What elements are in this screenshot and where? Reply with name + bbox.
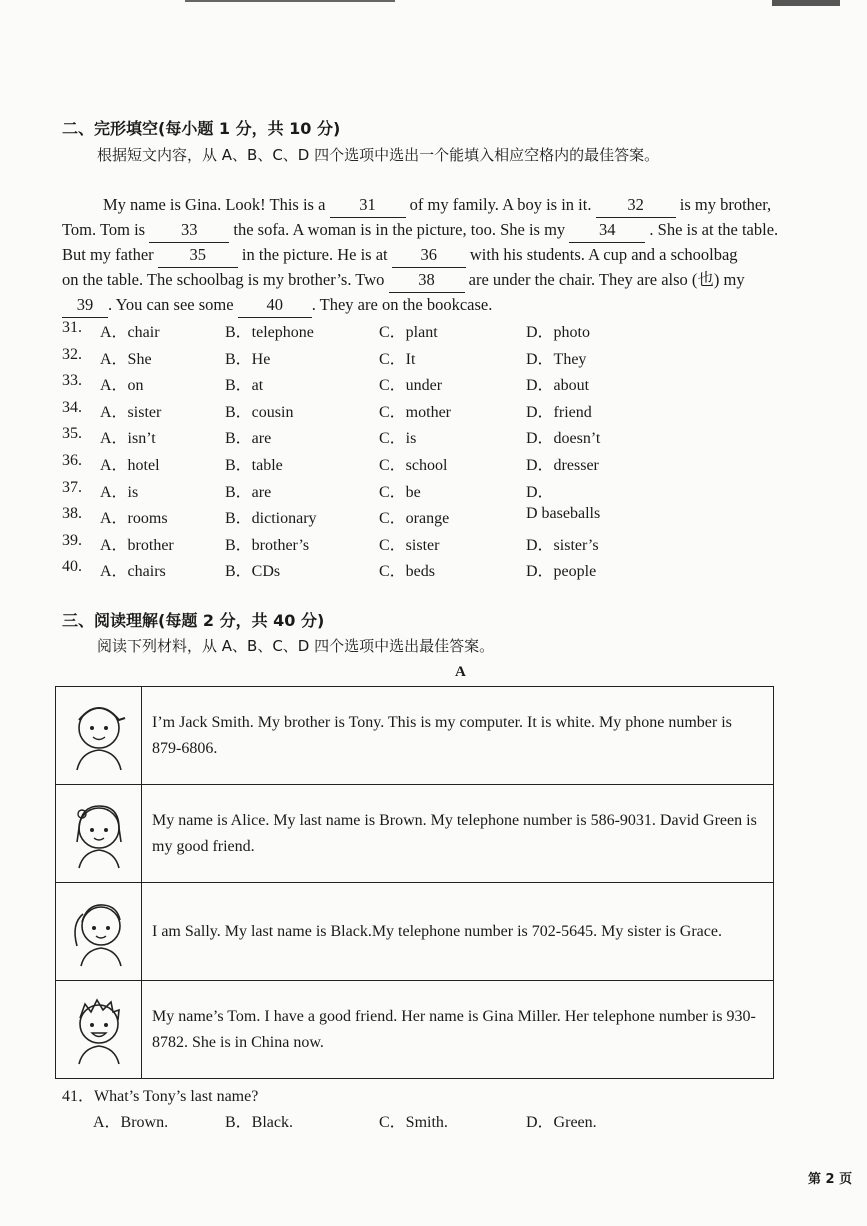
option-d: D．photo (526, 324, 591, 341)
question-number: 34. (62, 398, 82, 416)
option-a: A．on (100, 377, 144, 395)
option-a: A．hotel (100, 457, 160, 474)
blank-40: 40 (238, 292, 312, 318)
scan-artifact-corner (772, 0, 840, 6)
page-number: 第 2 页 (808, 1172, 853, 1187)
profile-text-alice: My name is Alice. My last name is Brown. My telephone number is 586-9031. David Green is my good friend. (142, 785, 774, 883)
section3-instruction: 阅读下列材料，从 A、B、C、D 四个选项中选出最佳答案。 (97, 637, 495, 655)
passage-line-3: But my father 35 in the picture. He is at 36 with his students. A cup and a schoolbag (62, 242, 738, 268)
passage-line-2: Tom. Tom is 33 the sofa. A woman is in the picture, too. She is my 34 . She is at the table. (62, 217, 778, 243)
blank-32: 32 (596, 192, 676, 218)
option-d: D．about (526, 377, 590, 395)
blank-38: 38 (389, 267, 465, 293)
option-b: B．He (225, 350, 271, 368)
blank-36: 36 (392, 242, 466, 268)
option-d: D．They (526, 350, 587, 368)
option-c: C．beds (379, 563, 436, 581)
option-b: B．at (225, 377, 264, 395)
option-a: A．rooms (100, 510, 168, 528)
blank-34: 34 (569, 217, 645, 243)
option-a: A．is (100, 483, 139, 501)
option-c: C．sister (379, 536, 440, 554)
option-c: C．school (379, 457, 448, 474)
question-number: 36. (62, 452, 82, 469)
option-d: D．friend (526, 403, 592, 421)
q41-option-c: C．Smith. (379, 1114, 448, 1131)
section2-instruction: 根据短文内容，从 A、B、C、D 四个选项中选出一个能填入相应空格内的最佳答案。 (97, 146, 660, 164)
blank-33: 33 (149, 217, 229, 243)
option-b: B．dictionary (225, 510, 317, 528)
question-number: 31. (62, 319, 82, 336)
option-b: B．telephone (225, 324, 314, 341)
girl-ponytail-avatar-icon (56, 883, 142, 981)
boy-spiky-avatar-icon (56, 981, 142, 1079)
option-a: A．chairs (100, 563, 166, 581)
passage-line-4: on the table. The schoolbag is my brother’s. Two 38 are under the chair. They are also (也) my (62, 267, 745, 293)
option-d: D baseballs (526, 505, 601, 523)
option-c: C．be (379, 483, 421, 501)
section2-title: 二、完形填空(每小题 1 分，共 10 分) (62, 119, 341, 138)
profile-row-alice (56, 785, 774, 883)
option-c: C．orange (379, 510, 450, 528)
passage-label-a: A (455, 664, 466, 680)
question-41-stem: 41．What’s Tony’s last name? (62, 1088, 259, 1105)
passage-line-5: 39 . You can see some 40 . They are on the bookcase. (62, 292, 492, 318)
question-number: 32. (62, 345, 82, 363)
option-b: B．table (225, 457, 283, 474)
question-number: 37. (62, 478, 82, 496)
q41-option-d: D．Green. (526, 1114, 597, 1131)
blank-31: 31 (330, 192, 406, 218)
option-c: C．under (379, 377, 443, 395)
profile-text-sally: I am Sally. My last name is Black.My telephone number is 702-5645. My sister is Grace. (142, 883, 774, 981)
option-a: A．brother (100, 536, 174, 554)
option-a: A．chair (100, 324, 160, 341)
blank-39: 39 (62, 292, 108, 318)
section3-title: 三、阅读理解(每题 2 分，共 40 分) (62, 611, 325, 630)
profile-row-jack (56, 687, 774, 785)
option-a: A．She (100, 350, 152, 368)
option-b: B．CDs (225, 563, 281, 581)
option-d: D．sister’s (526, 536, 599, 554)
question-number: 38. (62, 505, 82, 523)
option-c: C．is (379, 430, 417, 448)
option-b: B．cousin (225, 403, 294, 421)
question-number: 40. (62, 558, 82, 576)
scan-artifact-line (185, 0, 395, 2)
girl-bow-avatar-icon (56, 785, 142, 883)
question-number: 39. (62, 531, 82, 549)
option-d: D． (526, 483, 554, 501)
profile-row-tom (56, 981, 774, 1079)
boy-cap-avatar-icon (56, 687, 142, 785)
option-a: A．isn’t (100, 430, 156, 448)
option-d: D．people (526, 563, 597, 581)
q41-option-a: A．Brown. (93, 1114, 169, 1131)
option-c: C．mother (379, 403, 451, 421)
option-d: D．dresser (526, 457, 599, 474)
profile-text-jack: I’m Jack Smith. My brother is Tony. This is my computer. It is white. My phone number is 879-6806. (142, 687, 774, 785)
passage-line-1: My name is Gina. Look! This is a 31 of my family. A boy is in it. 32 is my brother, (103, 192, 771, 218)
option-d: D．doesn’t (526, 430, 601, 448)
q41-option-b: B．Black. (225, 1114, 293, 1131)
option-c: C．It (379, 350, 416, 368)
question-number: 35. (62, 425, 82, 443)
option-b: B．are (225, 430, 272, 448)
question-number: 33. (62, 372, 82, 390)
option-b: B．are (225, 483, 272, 501)
profile-text-tom: My name’s Tom. I have a good friend. Her name is Gina Miller. Her telephone number is 930-8782. She is in China now. (142, 981, 774, 1079)
blank-35: 35 (158, 242, 238, 268)
option-c: C．plant (379, 324, 438, 341)
option-a: A．sister (100, 403, 162, 421)
profile-row-sally (56, 883, 774, 981)
profile-table (55, 686, 774, 1079)
option-b: B．brother’s (225, 536, 310, 554)
